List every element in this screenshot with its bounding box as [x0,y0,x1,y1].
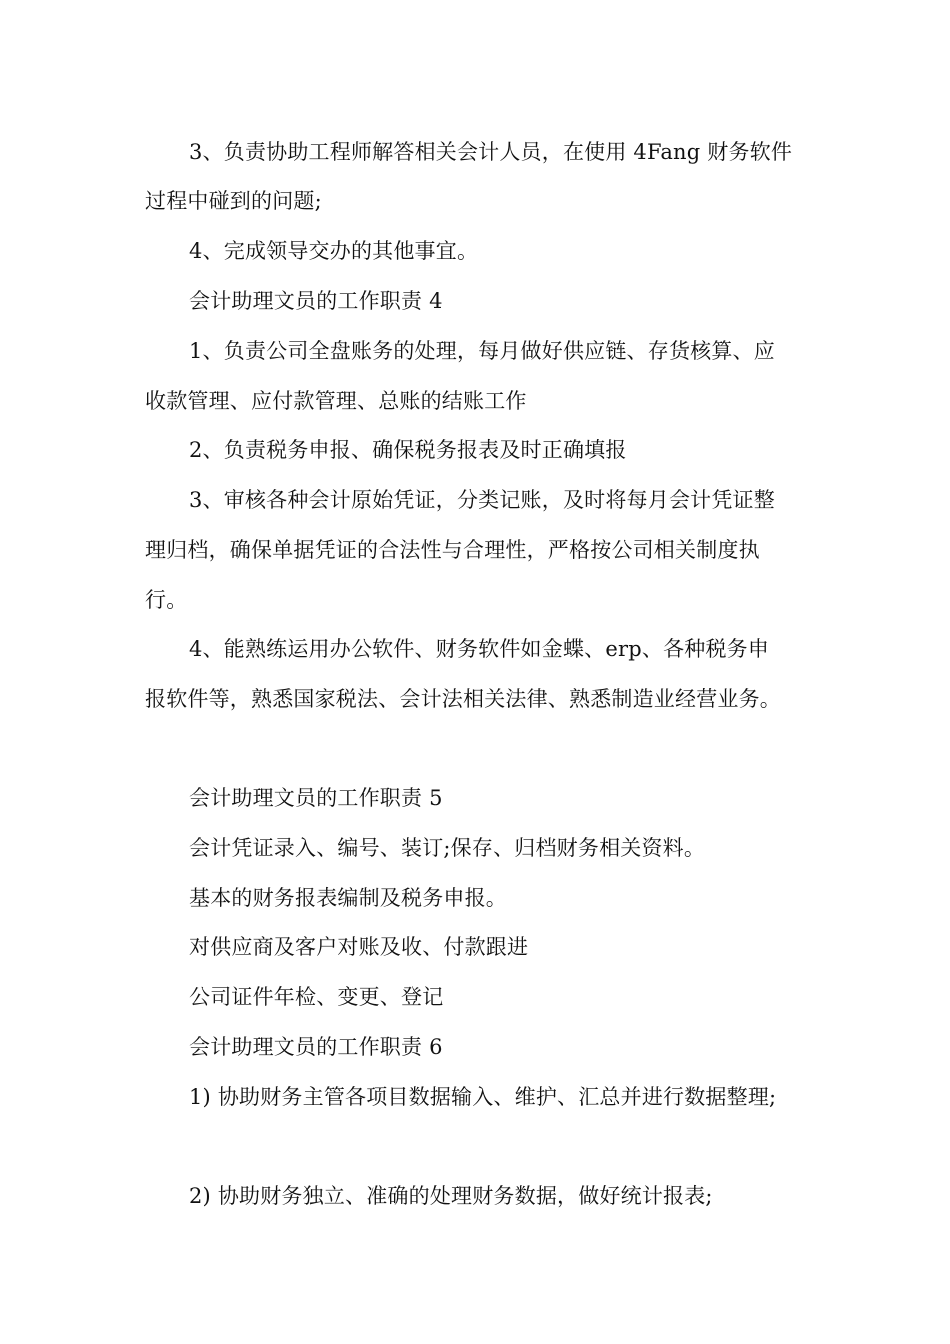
paragraph-line: 行。 [145,588,188,612]
paragraph-line: 报软件等，熟悉国家税法、会计法相关法律、熟悉制造业经营业务。 [145,687,781,711]
paragraph-line: 1) 协助财务主管各项目数据输入、维护、汇总并进行数据整理; [189,1085,777,1109]
section-heading: 会计助理文员的工作职责 6 [189,1035,443,1059]
paragraph-line: 2) 协助财务独立、准确的处理财务数据，做好统计报表; [189,1184,713,1208]
paragraph-line: 基本的财务报表编制及税务申报。 [189,886,507,910]
section-heading: 会计助理文员的工作职责 4 [189,289,443,313]
paragraph-line: 3、审核各种会计原始凭证，分类记账，及时将每月会计凭证整 [189,488,775,512]
paragraph-line: 2、负责税务申报、确保税务报表及时正确填报 [189,438,627,462]
paragraph-line: 收款管理、应付款管理、总账的结账工作 [145,389,527,413]
paragraph-line: 公司证件年检、变更、登记 [189,985,444,1009]
paragraph-line: 4、完成领导交办的其他事宜。 [189,239,479,263]
paragraph-line: 对供应商及客户对账及收、付款跟进 [189,935,529,959]
section-heading: 会计助理文员的工作职责 5 [189,786,443,810]
paragraph-line: 理归档，确保单据凭证的合法性与合理性，严格按公司相关制度执 [145,538,760,562]
paragraph-line: 过程中碰到的问题; [145,189,322,213]
paragraph-line: 3、负责协助工程师解答相关会计人员，在使用 4Fang 财务软件 [189,140,793,164]
paragraph-line: 1、负责公司全盘账务的处理，每月做好供应链、存货核算、应 [189,339,775,363]
paragraph-line: 会计凭证录入、编号、装订;保存、归档财务相关资料。 [189,836,706,860]
paragraph-line: 4、能熟练运用办公软件、财务软件如金蝶、erp、各种税务申 [189,637,770,661]
